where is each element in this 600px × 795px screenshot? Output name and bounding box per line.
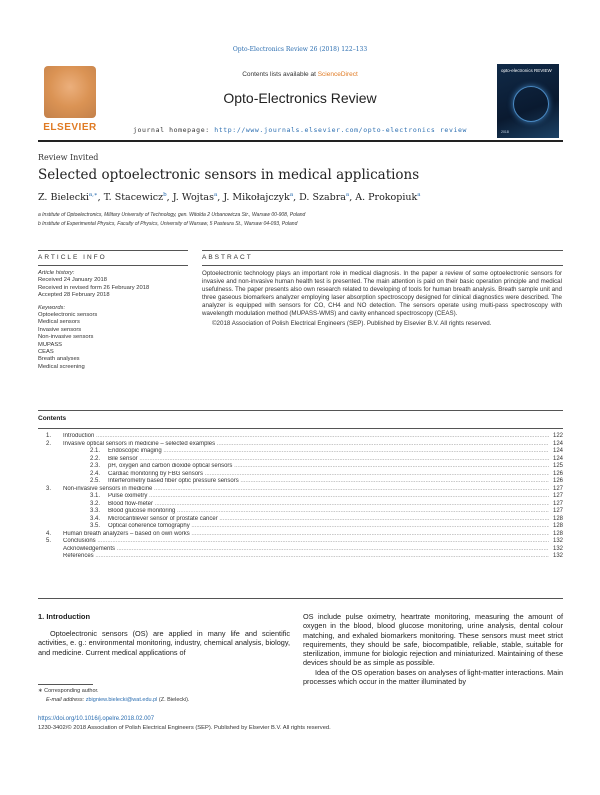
- toc-title[interactable]: Pulse oximetry .....: [108, 493, 549, 499]
- keyword: Non-invasive sensors: [38, 334, 94, 341]
- cover-year: 2018: [501, 130, 509, 134]
- toc-page-number: 132: [552, 545, 563, 552]
- publisher-logo[interactable]: [38, 66, 102, 136]
- corresponding-author-note: ∗ Corresponding author.: [38, 688, 99, 694]
- article-title: Selected optoelectronic sensors in medical applications: [38, 167, 420, 183]
- introduction-right-column: [303, 612, 563, 686]
- toc-title[interactable]: Cardiac monitoring by FBG sensors .....: [108, 471, 549, 477]
- toc-number: 3.2.: [90, 500, 101, 507]
- contents-available-line: [110, 71, 490, 78]
- author-name[interactable]: J. Mikołajczyk: [223, 192, 290, 204]
- toc-title[interactable]: Endoscopic imaging .....: [108, 448, 549, 454]
- journal-homepage: [110, 126, 490, 134]
- intro-paragraph: Idea of the OS operation bases on analyses of light-matter interactions. Main processes which occur in the matter illuminated by: [303, 667, 563, 687]
- author-affiliation-mark[interactable]: a: [213, 192, 218, 198]
- history-label: Article history:: [38, 270, 75, 276]
- author-affiliation-mark[interactable]: a: [417, 192, 421, 198]
- keyword: Invasive sensors: [38, 326, 82, 333]
- publisher-name: ELSEVIER: [43, 122, 97, 133]
- toc-page-number: 124: [552, 455, 563, 462]
- affiliation-a: a Institute of Optoelectronics, Military University of Technology, gen. Witolda 2 Urbanowicza Str., Warsaw 00-908, Poland: [38, 212, 306, 218]
- toc-title[interactable]: Optical coherence tomography .....: [108, 523, 549, 529]
- affiliation-b: b Institute of Experimental Physics, Faculty of Physics, University of Warsaw, 5 Pasteura St., Warsaw 04-093, Poland: [38, 221, 298, 227]
- toc-number: 2.5.: [90, 478, 101, 484]
- article-info: [38, 270, 188, 371]
- journal-cover-image[interactable]: [497, 64, 559, 138]
- author-affiliation-mark[interactable]: b: [163, 192, 167, 198]
- toc-title[interactable]: Invasive optical sensors in medicine – selected examples .....: [63, 441, 549, 447]
- toc-number: 3.3.: [90, 508, 101, 514]
- author-list: Z. Bielecki$^{a,∗}$, T. Stacewicz$^b$, J. Wojtas$^a$, J. Mikołajczyk$^a$, D. Szabra$^a$, A. Prokopiuk$^a$: [38, 192, 421, 204]
- toc-title[interactable]: References .....: [63, 553, 549, 559]
- toc-number: 2.4.: [90, 470, 101, 477]
- abstract-text: Optoelectronic technology plays an important role in medical diagnosis. In the paper a review of some optoelectronic sensors for invasive and non-invasive human health test is presented. The main attention is paid on their basic operation principle and medical usefulness. The paper presents also own research related to developing of tools for human breath analysis. Breath sample unit and three gaseous biomarkers analyzer employing laser absorption spectroscopy designed for clinical diagnostics were described. The analyzer is equipped with sensors for CO, CH4 and NO detection. The sensors operate using multi-pass spectroscopy with wavelength modulation method (MUPASS-WMS) and cavity enhanced spectroscopy (CEAS).: [202, 270, 562, 317]
- history-accepted: Accepted 28 February 2018: [38, 292, 110, 299]
- keyword: Medical screening: [38, 363, 85, 370]
- cover-graphic: [513, 86, 549, 122]
- toc-page-number: 127: [552, 493, 563, 499]
- author-affiliation-mark[interactable]: a: [345, 192, 350, 198]
- toc-page-number: 127: [552, 500, 563, 507]
- email-suffix: (Z. Bielecki).: [157, 697, 190, 703]
- toc-number: 2.1.: [90, 448, 101, 454]
- email-label: E-mail address:: [46, 697, 86, 703]
- sciencedirect-link[interactable]: ScienceDirect: [317, 71, 358, 78]
- homepage-prefix: journal homepage:: [133, 126, 215, 134]
- keywords-label: Keywords:: [38, 304, 66, 311]
- history-revised: Received in revised form 26 February 2018: [38, 284, 150, 291]
- doi-link[interactable]: https://doi.org/10.1016/j.opelre.2018.02.007: [38, 716, 155, 722]
- author-name[interactable]: J. Wojtas: [172, 192, 214, 204]
- contents-prefix: Contents lists available at: [242, 71, 318, 78]
- contents-heading-rule: [38, 428, 563, 429]
- intro-paragraph: Optoelectronic sensors (OS) are applied in many life and scientific activities, e. g.: environmental monitoring, industry, chemical analysis, biology, and medicine. Current medical applications of: [38, 629, 290, 657]
- toc-page-number: 128: [552, 515, 563, 522]
- toc-page-number: 132: [552, 553, 563, 559]
- article-type: Review Invited: [38, 153, 99, 162]
- issn-copyright: 1230-3402/© 2018 Association of Polish Electrical Engineers (SEP). Published by Elsevier B.V. All rights reserved.: [38, 725, 331, 731]
- article-info-heading: ARTICLE INFO: [38, 254, 107, 261]
- toc-page-number: 124: [552, 448, 563, 454]
- abstract-subdivider: [202, 265, 563, 266]
- abstract-heading: ABSTRACT: [202, 254, 253, 261]
- abstract: [202, 270, 562, 328]
- toc-title[interactable]: Human breath analyzers – based on own works .....: [63, 531, 549, 537]
- email-note: [38, 697, 189, 703]
- toc-title[interactable]: Blood flow-meter .....: [108, 501, 549, 507]
- introduction-left-column: [38, 629, 290, 657]
- toc-title[interactable]: Introduction .....: [63, 433, 549, 439]
- toc-number: 3.1.: [90, 493, 101, 499]
- toc-page-number: 126: [552, 470, 563, 477]
- elsevier-tree-icon: [44, 66, 96, 118]
- toc-page-number: 126: [552, 478, 563, 484]
- toc-title[interactable]: Interferometry based fiber optic pressure sensors .....: [108, 478, 549, 484]
- email-link[interactable]: zbigniew.bielecki@wat.edu.pl: [85, 697, 158, 703]
- journal-title: Opto-Electronics Review: [223, 90, 377, 106]
- article-info-subdivider: [38, 265, 188, 266]
- footnote-rule: [38, 684, 93, 685]
- toc-number: 3.5.: [90, 523, 101, 529]
- cover-title: opto-electronics REVIEW: [501, 68, 552, 73]
- toc-page-number: 125: [552, 463, 563, 469]
- toc-title[interactable]: Bile sensor .....: [108, 456, 549, 462]
- intro-paragraph: OS include pulse oximetry, heartrate monitoring, measuring the amount of oxygen in the blood, blood glucose monitoring, urine analysis, dental colour matching, and exhaled biomarkers monitoring. These sensors must meet strict requirements, they should be safe, biocompatible, reliable, stable, suitable for sterilization, immune for biologic rejection and miniaturized. Maintaining of these devices should be as simple as possible.: [303, 612, 563, 668]
- abstract-divider: [202, 250, 563, 251]
- contents-bottom-rule: [38, 598, 563, 599]
- journal-reference[interactable]: Opto-Electronics Review 26 (2018) 122–133: [232, 46, 368, 53]
- author-affiliation-mark[interactable]: a: [289, 192, 294, 198]
- toc-page-number: 128: [552, 523, 563, 529]
- author-name[interactable]: T. Stacewicz: [103, 192, 164, 204]
- introduction-heading: 1. Introduction: [38, 612, 91, 621]
- toc-title[interactable]: Non-invasive sensors in medicine .....: [63, 486, 549, 492]
- abstract-copyright: ©2018 Association of Polish Electrical Engineers (SEP). Published by Elsevier B.V. All rights reserved.: [212, 320, 492, 327]
- keyword: Optoelectronic sensors: [38, 312, 98, 319]
- author-affiliation-mark[interactable]: a,∗: [88, 192, 98, 198]
- toc-title[interactable]: pH, oxygen and carbon dioxide optical sensors .....: [108, 463, 549, 469]
- keyword: Medical sensors: [38, 319, 80, 326]
- keyword: CEAS: [38, 349, 54, 356]
- article-info-divider: [38, 250, 188, 251]
- toc-page-number: 128: [552, 530, 563, 537]
- toc-number: 2.: [46, 440, 52, 447]
- author-name[interactable]: Z. Bielecki: [38, 192, 89, 204]
- homepage-link[interactable]: http://www.journals.elsevier.com/opto-electronics review: [214, 126, 467, 134]
- toc-number: 4.: [46, 530, 52, 537]
- toc-number: 5.: [46, 538, 52, 544]
- history-received: Received 24 January 2018: [38, 277, 107, 284]
- toc-page-number: 124: [552, 440, 563, 447]
- keyword: MUPASS: [38, 341, 63, 348]
- toc-number: 1.: [46, 433, 52, 439]
- contents-top-rule: [38, 410, 563, 411]
- toc-title[interactable]: Blood glucose monitoring .....: [108, 508, 549, 514]
- author-name[interactable]: D. Szabra: [299, 192, 346, 204]
- keyword: Breath analyses: [38, 356, 80, 363]
- toc-entry[interactable]: [38, 553, 563, 561]
- toc-title[interactable]: Acknowledgements .....: [63, 546, 549, 552]
- toc-page-number: 127: [552, 485, 563, 492]
- toc-page-number: 132: [552, 538, 563, 544]
- toc-page-number: 122: [552, 433, 563, 439]
- toc-number: 3.4.: [90, 515, 101, 522]
- toc-page-number: 127: [552, 508, 563, 514]
- toc-number: 2.2.: [90, 455, 101, 462]
- toc-title[interactable]: Microcantilever sensor of prostate cancer .....: [108, 516, 549, 522]
- toc-title[interactable]: Conclusions .....: [63, 538, 549, 544]
- toc-number: 3.: [46, 485, 52, 492]
- toc-number: 2.3.: [90, 463, 101, 469]
- contents-heading: Contents: [38, 415, 67, 422]
- author-name[interactable]: A. Prokopiuk: [355, 192, 418, 204]
